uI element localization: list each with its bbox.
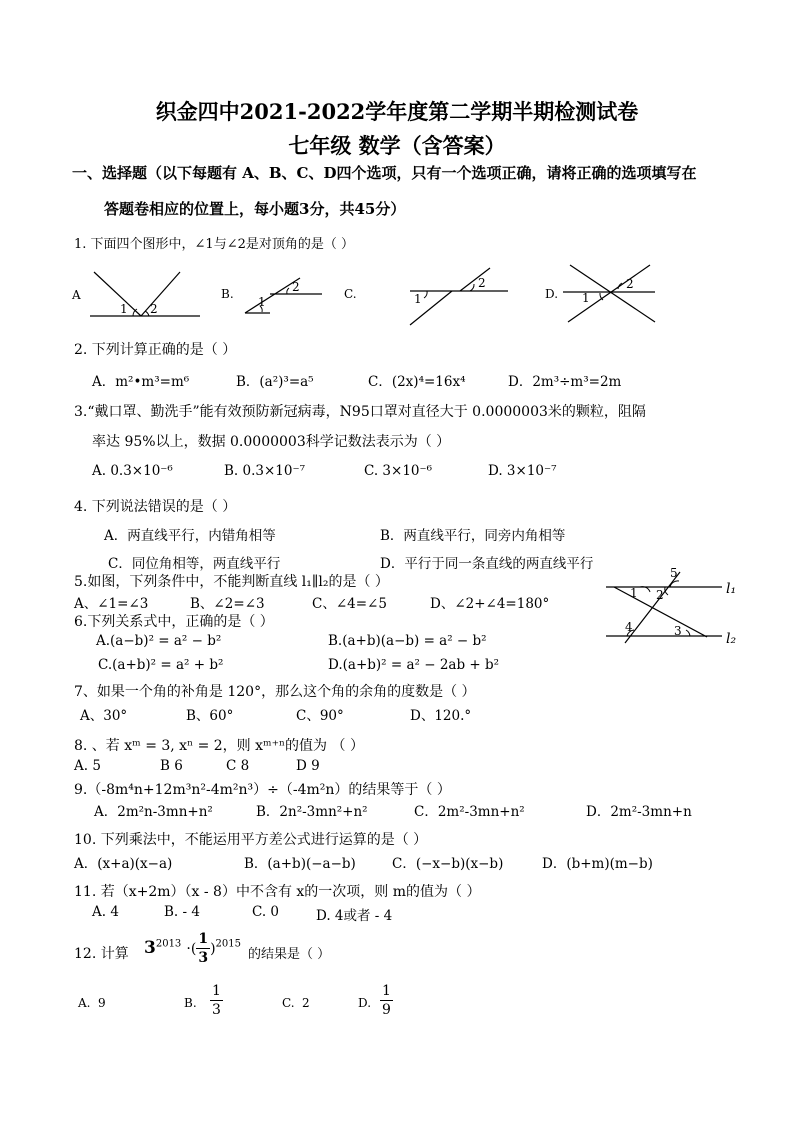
q9-option-b: B．2n²-3mn²+n² — [256, 804, 368, 820]
q4-option-b: B．两直线平行，同旁内角相等 — [380, 528, 566, 544]
q1-figure-a — [90, 272, 200, 316]
q7-option-d: D、120.° — [410, 708, 472, 724]
q1-label-d: D. — [545, 287, 559, 301]
exam-title: 织金四中2021-2022学年度第二学期半期检测试卷 — [155, 99, 639, 124]
q12-fraction: $\frac{1}{3}$ — [198, 931, 209, 966]
q5-angle-5: 5 — [670, 566, 678, 580]
q5-option-a: A、∠1=∠3 — [74, 596, 149, 612]
exam-subtitle: 七年级 数学（含答案） — [288, 133, 506, 158]
q11-option-b: B. - 4 — [164, 904, 200, 920]
section-heading: 一、选择题（以下每题有 A、B、C、D四个选项，只有一个选项正确，请将正确的选项填写在 — [72, 164, 697, 182]
q4-option-a: A．两直线平行，内错角相等 — [104, 528, 276, 544]
q6-option-c: C.(a+b)² = a² + b² — [98, 657, 224, 673]
question-10-stem: 10. 下列乘法中，不能运用平方差公式进行运算的是（ ） — [74, 832, 428, 848]
q1-label-a: A — [72, 288, 81, 302]
q5-angle-3: 3 — [674, 624, 682, 638]
q1-label-b: B. — [221, 287, 234, 301]
q1-figure-d — [563, 265, 655, 322]
q9-option-a: A．2m²n-3mn+n² — [94, 804, 213, 820]
q7-option-a: A、30° — [80, 708, 128, 724]
question-5-stem: 5.如图，下列条件中，不能判断直线 l₁∥l₂的是（ ） — [74, 574, 389, 590]
q4-option-d: D．平行于同一条直线的两直线平行 — [380, 556, 594, 572]
q3-option-c: C. 3×10⁻⁶ — [364, 463, 433, 479]
q10-option-b: B．(a+b)(−a−b) — [244, 856, 356, 872]
q5-angle-4: 4 — [625, 620, 633, 634]
question-12-stem-suffix: 的结果是（ ） — [248, 947, 331, 962]
q1-c-angle2: 2 — [478, 276, 486, 290]
q5-figure — [606, 566, 736, 647]
q8-option-b: B 6 — [160, 758, 183, 774]
section-heading-cont: 答题卷相应的位置上，每小题3分，共45分） — [104, 200, 406, 218]
q8-option-a: A. 5 — [74, 758, 101, 774]
question-11-stem: 11. 若（x+2m）（x - 8）中不含有 x的一次项，则 m的值为（ ） — [74, 884, 481, 900]
question-3-stem-cont: 率达 95%以上，数据 0.0000003科学记数法表示为（ ） — [92, 434, 451, 450]
q11-option-c: C. 0 — [252, 904, 280, 920]
q8-option-d: D 9 — [296, 758, 320, 774]
question-8-stem: 8. 、若 xᵐ = 3, xⁿ = 2，则 xᵐ⁺ⁿ的值为 （ ） — [74, 738, 364, 754]
question-3-stem: 3.“戴口罩、勤洗手”能有效预防新冠病毒，N95口罩对直径大于 0.0000003米的颗粒，阻隔 — [74, 404, 646, 420]
q3-option-b: B. 0.3×10⁻⁷ — [224, 463, 305, 479]
q11-option-a: A. 4 — [92, 904, 119, 920]
q5-line-l2: l₂ — [726, 631, 737, 647]
q1-a-angle1: 1 — [120, 302, 128, 316]
q12-base: 3 — [144, 938, 156, 958]
q5-angle-2: 2 — [656, 588, 664, 602]
q1-d-angle2: 2 — [626, 277, 634, 291]
q12-fraction-exponent: 2015 — [215, 938, 241, 950]
q12-option-d-label: D. — [358, 996, 372, 1010]
q6-option-a: A.(a−b)² = a² − b² — [96, 633, 222, 649]
q12-base-exponent: 2013 — [155, 938, 182, 950]
question-1-stem: 1. 下面四个图形中，∠1与∠2是对顶角的是（ ） — [74, 237, 354, 252]
question-12-stem-prefix: 12. 计算 — [74, 946, 129, 962]
q5-option-b: B、∠2=∠3 — [190, 596, 265, 612]
question-2-stem: 2. 下列计算正确的是（ ） — [74, 342, 237, 358]
q3-option-a: A. 0.3×10⁻⁶ — [92, 463, 173, 479]
q2-option-d: D．2m³÷m³=2m — [508, 374, 622, 390]
q1-b-angle2: 2 — [292, 280, 300, 294]
q1-c-angle1: 1 — [414, 292, 422, 306]
q1-b-angle1: 1 — [258, 295, 266, 309]
q3-option-d: D. 3×10⁻⁷ — [488, 463, 557, 479]
q5-line-l1: l₁ — [726, 581, 737, 597]
q12-option-c-value: 2 — [302, 996, 310, 1010]
q12-option-c-label: C. — [282, 996, 295, 1010]
q9-option-c: C．2m²-3mn+n² — [414, 804, 525, 820]
q5-option-d: D、∠2+∠4=180° — [430, 596, 550, 612]
q5-angle-1: 1 — [630, 586, 638, 600]
q8-option-c: C 8 — [226, 758, 250, 774]
q7-option-c: C、90° — [296, 708, 344, 724]
question-4-stem: 4. 下列说法错误的是（ ） — [74, 499, 237, 515]
q1-figure-c — [410, 268, 508, 325]
q9-option-d: D．2m²-3mn+n — [586, 804, 692, 820]
q6-option-b: B.(a+b)(a−b) = a² − b² — [328, 633, 487, 649]
q12-option-a-label: A. — [78, 996, 91, 1010]
question-6-stem: 6.下列关系式中，正确的是（ ） — [74, 614, 274, 630]
q10-option-d: D．(b+m)(m−b) — [542, 856, 653, 872]
question-9-stem: 9.（-8m⁴n+12m³n²-4m²n³）÷（-4m²n）的结果等于（ ） — [74, 782, 451, 798]
q11-option-d: D. 4或者 - 4 — [316, 908, 393, 924]
q1-label-c: C. — [344, 287, 357, 301]
q12-option-b-label: B. — [184, 996, 197, 1010]
q2-option-a: A．m²•m³=m⁶ — [92, 374, 190, 390]
question-7-stem: 7、如果一个角的补角是 120°，那么这个角的余角的度数是（ ） — [74, 684, 476, 700]
q1-a-angle2: 2 — [150, 302, 158, 316]
q12-expression: $3^{2013}$ ·( $\frac{1}{3}$ )$^{2015}$ — [144, 931, 241, 966]
q5-option-c: C、∠4=∠5 — [312, 596, 387, 612]
q7-option-b: B、60° — [186, 708, 234, 724]
q6-option-d: D.(a+b)² = a² − 2ab + b² — [328, 657, 500, 673]
q2-option-c: C．(2x)⁴=16x⁴ — [368, 374, 466, 390]
q10-option-c: C．(−x−b)(x−b) — [392, 856, 504, 872]
q1-figure-b — [245, 278, 322, 313]
q4-option-c: C．同位角相等，两直线平行 — [108, 556, 281, 572]
q12-option-b-fraction: $\frac{1}{3}$ — [212, 983, 221, 1018]
q12-option-d-fraction: $\frac{1}{9}$ — [382, 983, 391, 1018]
q10-option-a: A．(x+a)(x−a) — [74, 856, 173, 872]
q2-option-b: B．(a²)³=a⁵ — [236, 374, 314, 390]
q12-option-a-value: 9 — [98, 996, 106, 1010]
q1-d-angle1: 1 — [582, 291, 590, 305]
